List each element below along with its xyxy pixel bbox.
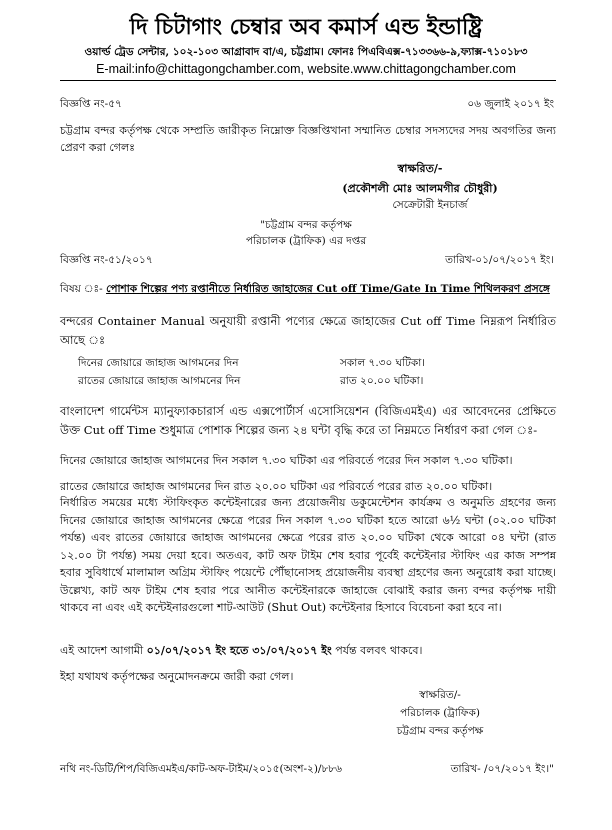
letterhead-address: ওয়ার্ল্ড ট্রেড সেন্টার, ১০২-১০৩ আগ্রাবাদ বা/এ, চট্টগ্রাম। ফোনঃ পিএবিএক্স-৭১৩৩৬৬-৯,ফ্যাক্স-৭১০১৮৩ (84, 46, 528, 58)
schedule-row-value: রাত ২০.০০ ঘটিকা। (340, 375, 424, 387)
schedule-row-label: দিনের জোয়ারে জাহাজ আগমনের দিন (78, 357, 239, 369)
port-subject (60, 282, 550, 299)
port-date: তারিখ-০১/০৭/২০১৭ ইং। (445, 254, 554, 266)
port-para-5: নির্ধারিত সময়ের মধ্যে স্টাফিংকৃত কন্টেইনারের জন্য প্রয়োজনীয় ডকুমেন্টেশন কার্যক্রম ও অনুমতি গ্রহণের জন্য দিনের জোয়ারে জাহাজ আগমনের ক্ষেত্রে পরের দিন সকাল ৭.৩০ ঘটিকা হতে আরো ৬½ ঘন্টা (০২.০০ ঘটিকা পর্যন্ত) এবং রাতের জোয়ারে জাহাজ আগমনের ক্ষেত্রে পরের রাত ২০.০০ ঘটিকা থেকে আরো ০৪ ঘন্টা (রাত ১২.০০ টা পর্যন্ত) সময় দেয়া হবে। অতএব, কাট অফ টাইম শেষ হবার পূর্বেই কন্টেইনার স্টাফিং এর কাজ সম্পন্ন হবার সুবিধার্থে মালামাল অগ্রিম স্টাফিং পয়েন্টে পৌঁছানোসহ প্রয়োজনীয় ব্যবস্থা গ্রহণের জন্য অনুরোধ করা যাচ্ছে। উল্লেখ্য, কাট অফ টাইম শেষ হবার পরে আনীত কন্টেইনারকে জাহাজে বোঝাই করার জন্য বন্দর কর্তৃপক্ষ দায়ী থাকবে না এবং এই কন্টেইনারগুলো শাট-আউট (Shut Out) কন্টেইনার হিসাবে বিবেচনা করা হবে না। (60, 496, 556, 614)
letterhead-contact: E-mail:info@chittagongchamber.com, website.www.chittagongchamber.com (96, 62, 516, 76)
notice-date: ০৬ জুলাই ২০১৭ ইং (467, 98, 554, 110)
schedule-row-label: রাতের জোয়ারে জাহাজ আগমনের দিন (78, 375, 241, 387)
notice-signer-title: সেক্রেটারী ইনচার্জ (392, 199, 468, 211)
subject-text: পোশাক শিল্পের পণ্য রপ্তানীতে নির্ধারিত জাহাজের Cut off Time/Gate In Time শিথিলকরণ প্রসঙ্গে (106, 283, 550, 295)
notice-ref: বিজ্ঞপ্তি নং-৫৭ (60, 98, 122, 110)
file-date: তারিখ- /০৭/২০১৭ ইং।" (450, 763, 554, 775)
port-para-4: রাতের জোয়ারে জাহাজ আগমনের দিন রাত ২০.০০ ঘটিকা এর পরিবর্তে পরের রাত ২০.০০ ঘটিকা। (60, 480, 493, 493)
letterhead-title: দি চিটাগাং চেম্বার অব কমার্স এন্ড ইন্ডাষ্ট্রি (129, 14, 483, 40)
port-signed: স্বাক্ষরিত/- (419, 689, 461, 701)
validity-pre: এই আদেশ আগামী (60, 644, 147, 657)
port-para-1: বন্দরের Container Manual অনুযায়ী রপ্তানী পণ্যের ক্ষেত্রে জাহাজের Cut off Time নিম্নরূপ নির্ধারিত আছে ঃ (60, 314, 556, 347)
port-signer-title: পরিচালক (ট্রাফিক) (400, 707, 480, 719)
subject-label: বিষয় ঃ- (60, 283, 103, 295)
validity-dates: ০১/০৭/২০১৭ ইং হতে ৩১/০৭/২০১৭ ইং (146, 644, 332, 657)
letterhead-divider (60, 80, 556, 81)
port-para-3: দিনের জোয়ারে জাহাজ আগমনের দিন সকাল ৭.৩০ ঘটিকা এর পরিবর্তে পরের দিন সকাল ৭.৩০ ঘটিকা। (60, 454, 513, 467)
file-number: নথি নং-ডিটি/শিপ/বিজিএমইএ/কাট-অফ-টাইম/২০১৫(অংশ-২)/৮৮৬ (60, 763, 342, 775)
schedule-row-value: সকাল ৭.৩০ ঘটিকা। (340, 357, 426, 369)
port-org: "চট্টগ্রাম বন্দর কর্তৃপক্ষ (260, 219, 352, 231)
port-para-6 (60, 642, 556, 659)
port-ref: বিজ্ঞপ্তি নং-৫১/২০১৭ (60, 254, 153, 266)
notice-signer: (প্রকৌশলী মোঃ আলমগীর চৌধুরী) (342, 182, 498, 195)
validity-post: পর্যন্ত বলবৎ থাকবে। (331, 644, 423, 657)
notice-intro: চট্টগ্রাম বন্দর কর্তৃপক্ষ থেকে সম্প্রতি জারীকৃত নিম্নোক্ত বিজ্ঞপ্তিখানা সম্মানিত চেম্বার সদস্যদের সদয় অবগতির জন্য প্রেরণ করা গেলঃ (60, 124, 556, 154)
port-para-2: বাংলাদেশ গার্মেন্টস ম্যানুফ্যাকচারার্স এন্ড এক্সপোর্টার্স এসোসিয়েশন (বিজিএমইএ) এর আবেদনের প্রেক্ষিতে উক্ত Cut off Time শুধুমাত্র পোশাক শিল্পের জন্য ২৪ ঘন্টা বৃদ্ধি করে তা নিম্নমতে নির্ধারণ করা গেল ঃ- (60, 404, 556, 437)
port-signer-org: চট্টগ্রাম বন্দর কর্তৃপক্ষ (396, 725, 484, 737)
port-office: পরিচালক (ট্রাফিক) এর দপ্তর (245, 235, 367, 247)
notice-signed: স্বাক্ষরিত/- (397, 162, 443, 175)
port-para-7: ইহা যথাযথ কর্তৃপক্ষের অনুমোদনক্রমে জারী করা গেল। (60, 670, 294, 683)
